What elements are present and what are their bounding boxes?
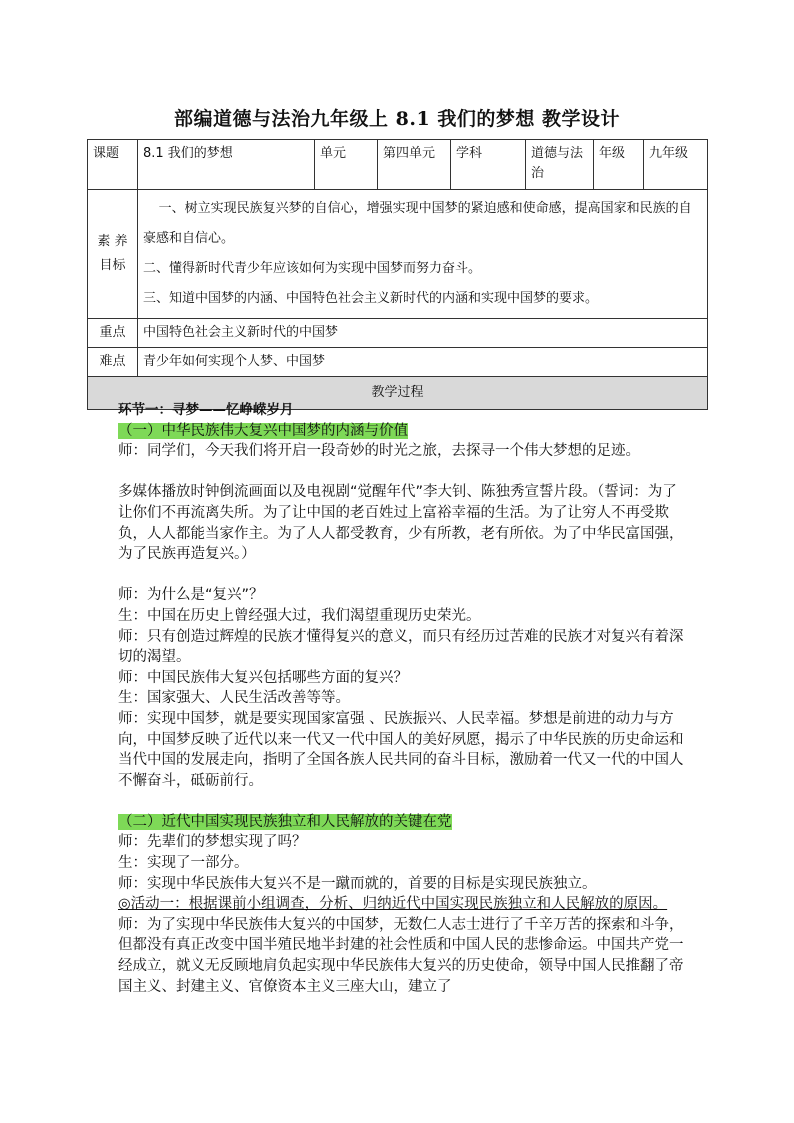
label-key-point: 重点 — [88, 319, 138, 348]
label-topic: 课题 — [88, 140, 138, 190]
subsection-title: （一）中华民族伟大复兴中国梦的内涵与价值 — [118, 422, 408, 439]
section-title: 环节一：寻梦——忆峥嵘岁月 — [118, 402, 294, 418]
goal-item: 一、树立实现民族复兴梦的自信心，增强实现中国梦的紧迫感和使命感，提高国家和民族的自豪感和自信心。 — [143, 201, 692, 246]
process-header: 教学过程 — [88, 377, 708, 410]
value-subject: 道德与法治 — [526, 140, 594, 190]
paragraph: 师：为了实现中华民族伟大复兴的中国梦，无数仁人志士进行了千辛万苦的探索和斗争，但都没有真正改变中国半殖民地半封建的社会性质和中国人民的悲惨命运。中国共产党一经成立，就义无反顾地肩负起实现中华民族伟大复兴的历史使命，领导中国人民推翻了帝国主义、封建主义、官僚资本主义三座大山，建立了 — [118, 916, 684, 995]
goal-item: 二、懂得新时代青少年应该如何为实现中国梦而努力奋斗。 — [143, 261, 482, 276]
lesson-body — [118, 400, 684, 997]
label-subject: 学科 — [451, 140, 526, 190]
label-grade: 年级 — [594, 140, 644, 190]
goals-content — [138, 190, 708, 319]
subsection-title: （二）近代中国实现民族独立和人民解放的关键在党 — [118, 813, 452, 830]
paragraph: 生：中国在历史上曾经强大过，我们渴望重现历史荣光。 — [118, 607, 481, 624]
value-grade: 九年级 — [644, 140, 708, 190]
paragraph: 生：国家强大、人民生活改善等等。 — [118, 690, 350, 707]
label-difficulty: 难点 — [88, 348, 138, 377]
table-row-header — [88, 140, 708, 190]
paragraph: 师：先辈们的梦想实现了吗？ — [118, 834, 307, 851]
paragraph: 师：同学们，今天我们将开启一段奇妙的时光之旅，去探寻一个伟大梦想的足迹。 — [118, 443, 640, 460]
table-row-key — [88, 319, 708, 348]
value-key-point: 中国特色社会主义新时代的中国梦 — [138, 319, 708, 348]
paragraph: 多媒体播放时钟倒流画面以及电视剧“觉醒年代”李大钊、陈独秀宣誓片段。（誓词：为了让你们不再流离失所。为了让中国的老百姓过上富裕幸福的生活。为了让穷人不再受欺负，人人都能当家作主。为了人人都受教育，少有所教，老有所依。为了中华民富国强，为了民族再造复兴。） — [118, 484, 684, 563]
paragraph: 师：中国民族伟大复兴包括哪些方面的复兴？ — [118, 669, 408, 686]
value-difficulty: 青少年如何实现个人梦、中国梦 — [138, 348, 708, 377]
activity-prompt: ◎活动一：根据课前小组调查，分析、归纳近代中国实现民族独立和人民解放的原因。 — [118, 896, 668, 913]
table-row-goals — [88, 190, 708, 319]
lesson-info-table — [87, 139, 708, 410]
goal-item: 三、知道中国梦的内涵、中国特色社会主义新时代的内涵和实现中国梦的要求。 — [143, 291, 599, 306]
paragraph: 生：实现了一部分。 — [118, 855, 249, 872]
paragraph: 师：为什么是“复兴”？ — [118, 587, 264, 604]
document-title: 部编道德与法治九年级上 8.1 我们的梦想 教学设计 — [174, 108, 620, 130]
paragraph: 师：实现中国梦，就是要实现国家富强 、民族振兴、人民幸福。梦想是前进的动力与方向，中国梦反映了近代以来一代又一代中国人的美好夙愿，揭示了中华民族的历史命运和当代中国的发展走向，指明了全国各族人民共同的奋斗目标，激励着一代又一代的中国人不懈奋斗，砥砺前行。 — [118, 710, 684, 789]
label-goals: 素 养 目标 — [88, 190, 138, 319]
table-row-difficulty — [88, 348, 708, 377]
label-unit: 单元 — [315, 140, 378, 190]
paragraph: 师：只有创造过辉煌的民族才懂得复兴的意义，而只有经历过苦难的民族才对复兴有着深切的渴望。 — [118, 628, 684, 666]
paragraph: 师：实现中华民族伟大复兴不是一蹴而就的，首要的目标是实现民族独立。 — [118, 875, 597, 892]
value-topic: 8.1 我们的梦想 — [138, 140, 315, 190]
value-unit: 第四单元 — [378, 140, 451, 190]
